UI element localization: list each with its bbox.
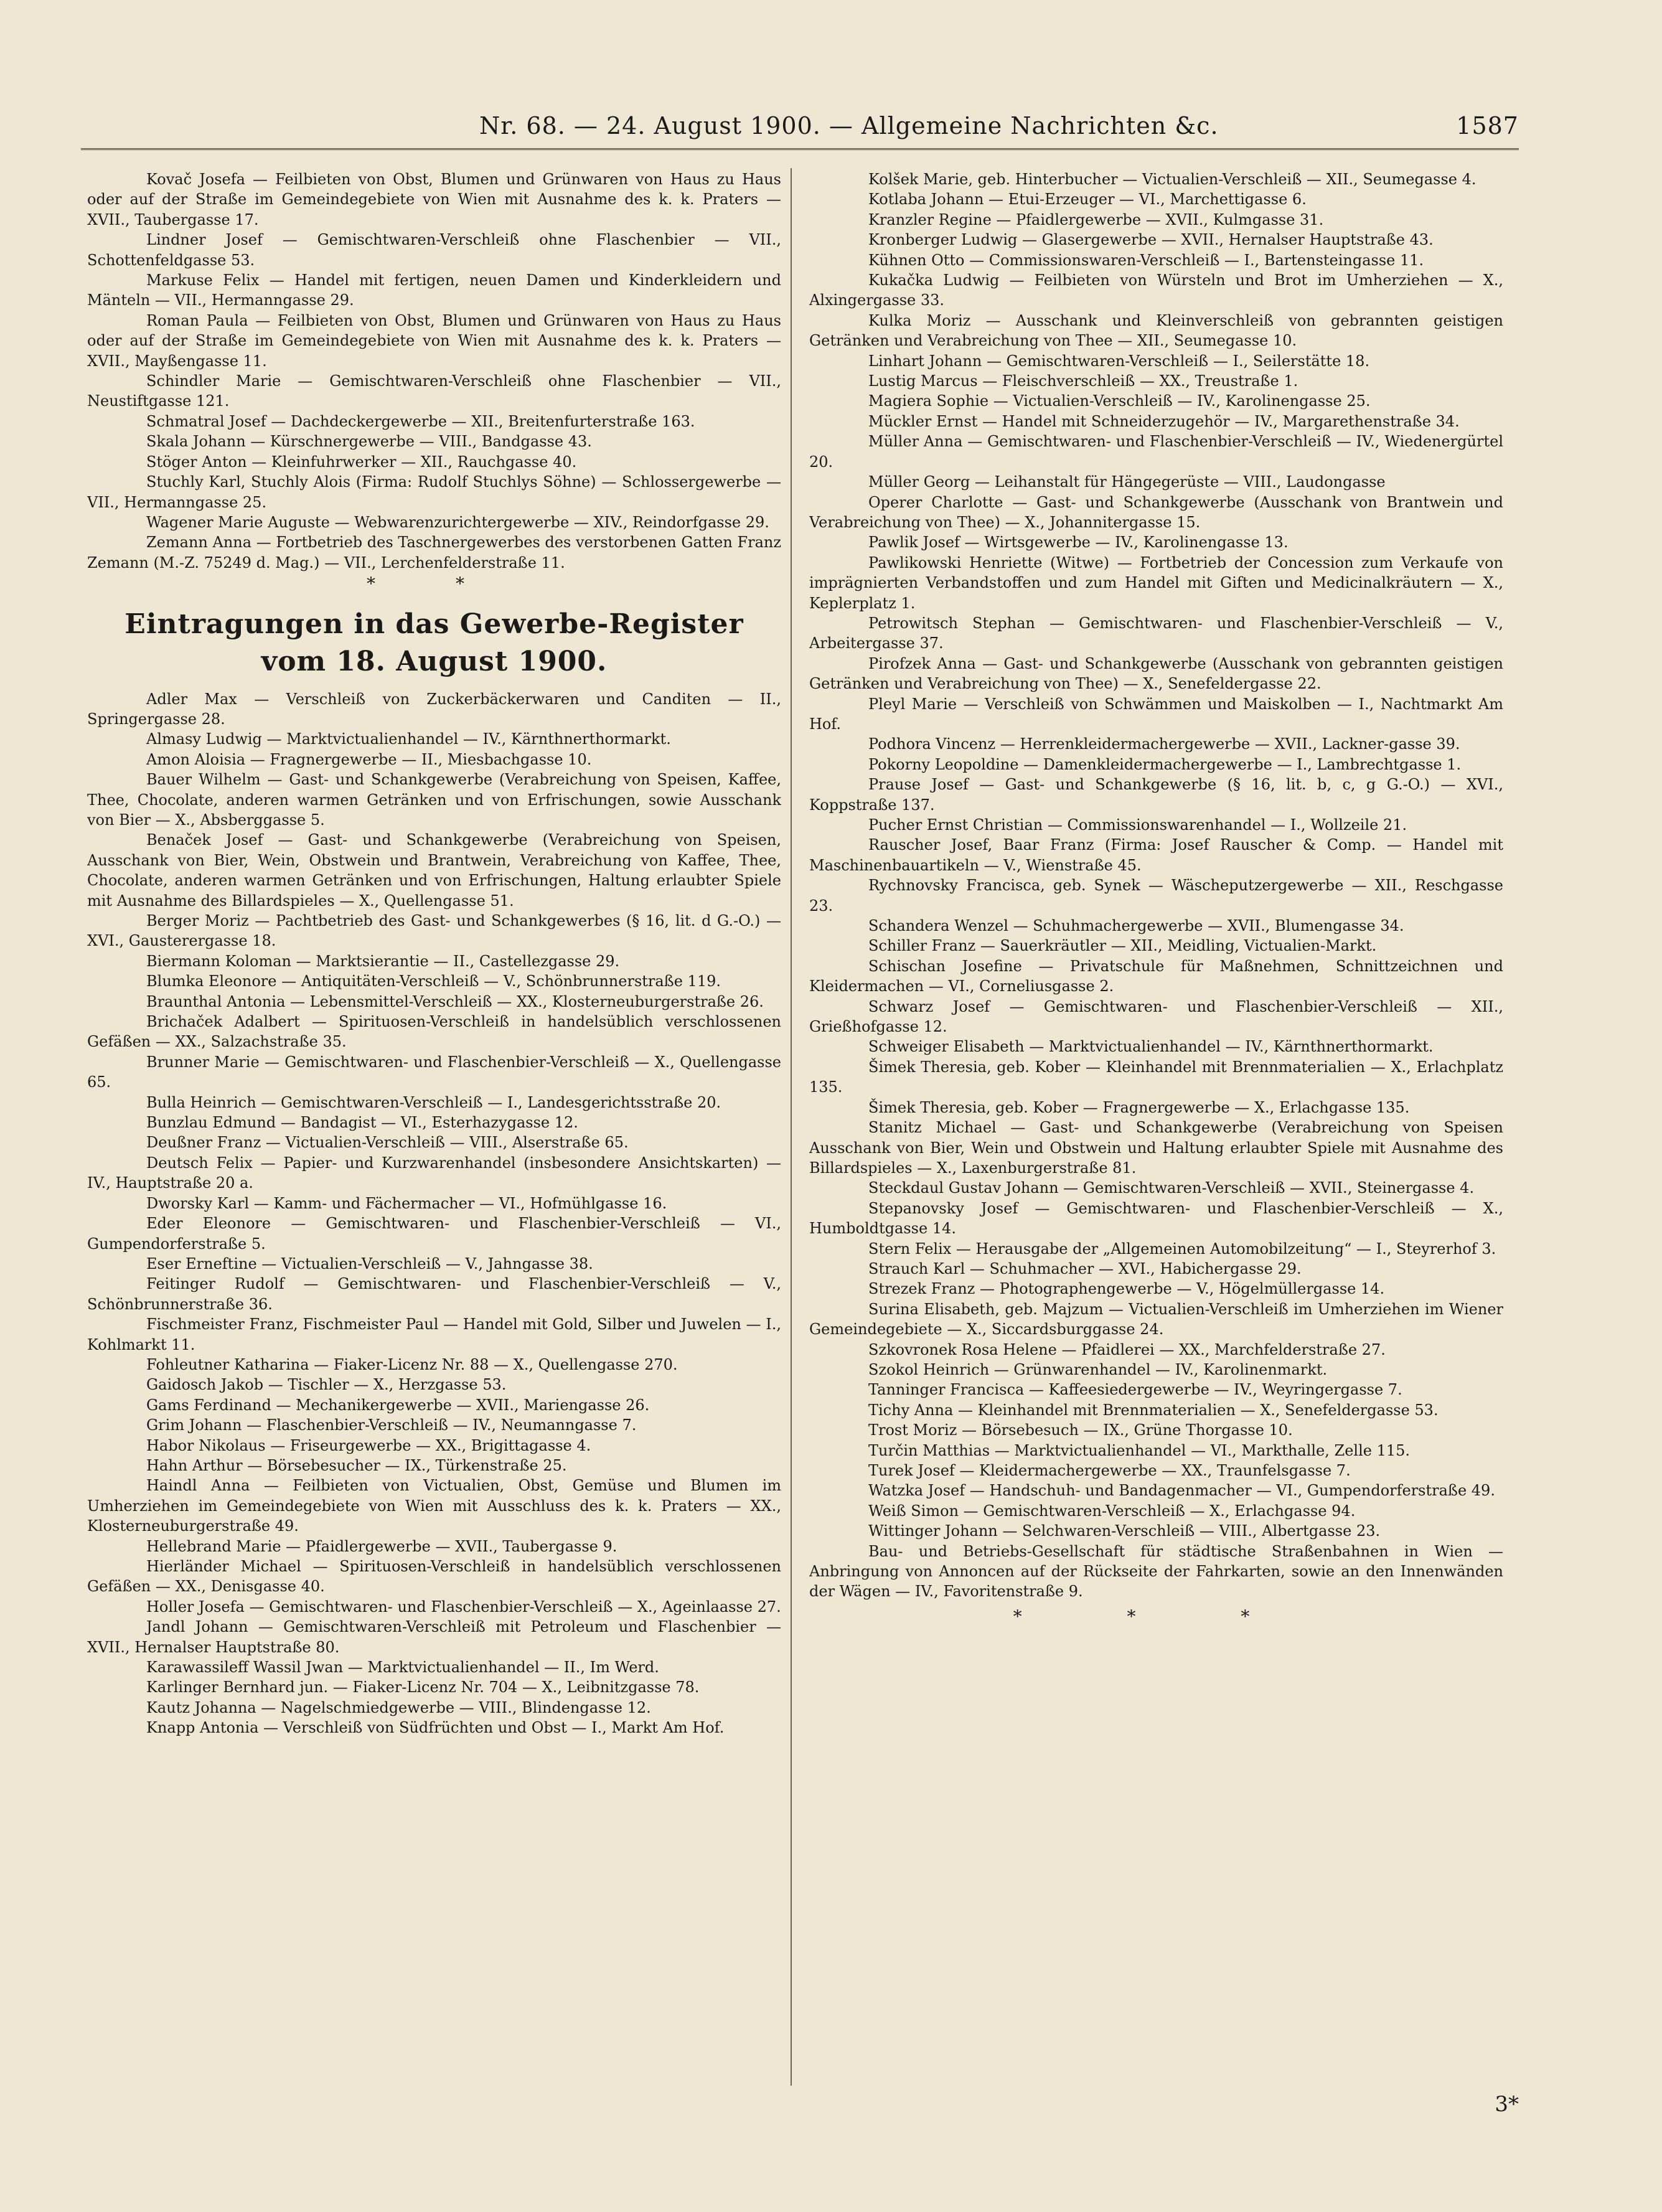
register-entry: Amon Aloisia — Fragnergewerbe — II., Miesbachgasse 10. [146,750,592,768]
register-entry: Weiß Simon — Gemischtwaren-Verschleiß — X., Erlachgasse 94. [868,1502,1356,1520]
register-entry: Karawassileff Wassil Jwan — Marktvictualienhandel — II., Im Werd. [146,1659,659,1677]
register-entry: Jandl Johann — Gemischtwaren-Verschleiß mit Petroleum und Flaschenbier — XVII., Hernalser Hauptstraße 80. [87,1618,781,1656]
register-entry: Gams Ferdinand — Mechanikergewerbe — XVII., Mariengasse 26. [146,1396,650,1414]
register-entry: Kulka Moriz — Ausschank und Kleinverschleiß von gebrannten geistigen Getränken und Verabreichung von Thee — XII., Seumegasse 10. [809,311,1503,350]
register-entry: Deutsch Felix — Papier- und Kurzwarenhandel (insbesondere Ansichtskarten) — IV., Hauptstraße 20 a. [87,1154,781,1192]
register-entry: Šimek Theresia, geb. Kober — Fragnergewerbe — X., Erlachgasse 135. [868,1098,1410,1116]
register-entry: Stuchly Karl, Stuchly Alois (Firma: Rudolf Stuchlys Söhne) — Schlossergewerbe — VII., Hermanngasse 25. [87,473,781,511]
register-entry: Almasy Ludwig — Marktvictualienhandel — IV., Kärnthnerthormarkt. [146,730,671,748]
register-entry: Brunner Marie — Gemischtwaren- und Flaschenbier-Verschleiß — X., Quellengasse 65. [87,1053,781,1091]
register-entry: Schmatral Josef — Dachdeckergewerbe — XII., Breitenfurterstraße 163. [146,412,695,430]
register-entry: Kovač Josefa — Feilbieten von Obst, Blumen und Grünwaren von Haus zu Haus oder auf der Straße im Gemeindegebiete von Wien mit Ausnahme des k. k. Praters — XVII., Taubergasse 17. [87,171,781,228]
register-entry: Eser Erneftine — Victualien-Verschleiß — V., Jahngasse 38. [146,1254,593,1273]
register-entry: Skala Johann — Kürschnergewerbe — VIII., Bandgasse 43. [146,433,592,451]
register-entry: Steckdaul Gustav Johann — Gemischtwaren-Verschleiß — XVII., Steinergasse 4. [868,1179,1475,1197]
register-entry: Kotlaba Johann — Etui-Erzeuger — VI., Marchettigasse 6. [868,191,1307,209]
register-entry: Hahn Arthur — Börsebesucher — IX., Türkenstraße 25. [146,1456,567,1474]
header-title: Nr. 68. — 24. August 1900. — Allgemeine Nachrichten &c. [479,112,1219,139]
column-divider [791,168,792,2086]
register-entry: Fischmeister Franz, Fischmeister Paul — Handel mit Gold, Silber und Juwelen — I., Kohlmarkt 11. [87,1315,781,1353]
register-entry: Linhart Johann — Gemischtwaren-Verschleiß — I., Seilerstätte 18. [868,352,1370,370]
register-entry: Kautz Johanna — Nagelschmiedgewerbe — VIII., Blindengasse 12. [146,1698,651,1716]
section-heading-line1: Eintragungen in das Gewerbe-Register [124,608,744,640]
register-entry: Hierländer Michael — Spirituosen-Verschleiß in handelsüblich verschlossenen Gefäßen — XX., Denisgasse 40. [87,1558,781,1596]
register-entry: Kolšek Marie, geb. Hinterbucher — Victualien-Verschleiß — XII., Seumegasse 4. [868,171,1477,188]
register-entry: Rychnovsky Francisca, geb. Synek — Wäscheputzergewerbe — XII., Reschgasse 23. [809,877,1503,915]
register-entry: Watzka Josef — Handschuh- und Bandagenmacher — VI., Gumpendorferstraße 49. [868,1482,1495,1500]
register-entry: Stöger Anton — Kleinfuhrwerker — XII., Rauchgasse 40. [146,453,577,471]
register-entry: Pawlikowski Henriette (Witwe) — Fortbetrieb der Concession zum Verkaufe von imprägnierten Verbandstoffen und zum Handel mit Giften und Medicinalkräutern — X., Keplerplatz 1. [809,553,1503,612]
register-entry: Pucher Ernst Christian — Commissionswarenhandel — I., Wollzeile 21. [868,816,1407,834]
register-entry: Kukačka Ludwig — Feilbieten von Würsteln und Brot im Umherziehen — X., Alxingergasse 33. [809,271,1503,309]
register-entry: Pawlik Josef — Wirtsgewerbe — IV., Karolinengasse 13. [868,534,1289,552]
section-heading-line2: vom 18. August 1900. [261,645,608,677]
register-entry: Operer Charlotte — Gast- und Schankgewerbe (Ausschank von Brantwein und Verabreichung von Thee) — X., Johannitergasse 15. [809,493,1503,531]
register-entry: Karlinger Bernhard jun. — Fiaker-Licenz Nr. 704 — X., Leibnitzgasse 78. [146,1678,700,1697]
register-entry: Schwarz Josef — Gemischtwaren- und Flaschenbier-Verschleiß — XII., Grießhofgasse 12. [809,997,1503,1036]
register-entry: Turčin Matthias — Marktvictualienhandel — VI., Markthalle, Zelle 115. [868,1441,1411,1459]
left-entries-top [87,169,781,573]
register-entry: Strauch Karl — Schuhmacher — XVI., Habichergasse 29. [868,1259,1302,1278]
left-entries-section [87,689,781,1738]
page-number: 1587 [1456,112,1519,139]
register-entry: Wittinger Johann — Selchwaren-Verschleiß — VIII., Albertgasse 23. [868,1522,1381,1540]
register-entry: Bauer Wilhelm — Gast- und Schankgewerbe (Verabreichung von Speisen, Kaffee, Thee, Chocolate, anderen warmen Getränken und von Erfrischungen, sowie Ausschank von Bier — X., Absberggasse 5. [87,771,781,829]
register-entry: Trost Moriz — Börsebesuch — IX., Grüne Thorgasse 10. [868,1421,1293,1439]
right-column [809,169,1503,2124]
register-entry: Blumka Eleonore — Antiquitäten-Verschleiß — V., Schönbrunnerstraße 119. [146,972,721,991]
register-entry: Stanitz Michael — Gast- und Schankgewerbe (Verabreichung von Speisen Ausschank von Bier, Wein und Obstwein und Haltung erlaubter Spiele mit Ausnahme des Billardspieles — X., Laxenburgerstraße 81. [809,1119,1503,1177]
register-entry: Feitinger Rudolf — Gemischtwaren- und Flaschenbier-Verschleiß — V., Schönbrunnerstraße 36. [87,1275,781,1313]
register-entry: Schindler Marie — Gemischtwaren-Verschleiß ohne Flaschenbier — VII., Neustiftgasse 121. [87,372,781,410]
register-entry: Brichaček Adalbert — Spirituosen-Verschleiß in handelsüblich verschlossenen Gefäßen — XX., Salzachstraße 35. [87,1013,781,1051]
left-column [87,169,781,2124]
register-entry: Schischan Josefine — Privatschule für Maßnehmen, Schnittzeichnen und Kleidermachen — VI., Corneliusgasse 2. [809,957,1503,995]
register-entry: Fohleutner Katharina — Fiaker-Licenz Nr. 88 — X., Quellengasse 270. [146,1355,678,1373]
register-entry: Lindner Josef — Gemischtwaren-Verschleiß ohne Flaschenbier — VII., Schottenfeldgasse 53. [87,231,781,269]
register-entry: Holler Josefa — Gemischtwaren- und Flaschenbier-Verschleiß — X., Ageinlaasse 27. [146,1598,781,1616]
register-entry: Stepanovsky Josef — Gemischtwaren- und Flaschenbier-Verschleiß — X., Humboldtgasse 14. [809,1199,1503,1238]
register-entry: Eder Eleonore — Gemischtwaren- und Flaschenbier-Verschleiß — VI., Gumpendorferstraße 5. [87,1215,781,1253]
register-entry: Gaidosch Jakob — Tischler — X., Herzgasse 53. [146,1376,507,1394]
register-entry: Dworsky Karl — Kamm- und Fächermacher — VI., Hofmühlgasse 16. [146,1194,667,1212]
register-entry: Schiller Franz — Sauerkräutler — XII., Meidling, Victualien-Markt. [868,937,1377,955]
header-rule [81,148,1519,150]
register-entry: Hellebrand Marie — Pfaidlergewerbe — XVII., Taubergasse 9. [146,1537,617,1555]
register-entry: Szokol Heinrich — Grünwarenhandel — IV., Karolinenmarkt. [868,1360,1328,1378]
register-entry: Petrowitsch Stephan — Gemischtwaren- und Flaschenbier-Verschleiß — V., Arbeitergasse 37. [809,614,1503,652]
register-entry: Habor Nikolaus — Friseurgewerbe — XX., Brigittagasse 4. [146,1436,591,1454]
register-entry: Berger Moriz — Pachtbetrieb des Gast- und Schankgewerbes (§ 16, lit. d G.-O.) — XVI., Gausterergasse 18. [87,912,781,950]
register-entry: Kranzler Regine — Pfaidlergewerbe — XVII., Kulmgasse 31. [868,210,1324,228]
register-entry: Pokorny Leopoldine — Damenkleidermachergewerbe — I., Lambrechtgasse 1. [868,755,1462,773]
register-entry: Podhora Vincenz — Herrenkleidermachergewerbe — XVII., Lackner-gasse 39. [868,735,1460,753]
register-entry: Strezek Franz — Photographengewerbe — V., Högelmüllergasse 14. [868,1280,1385,1298]
register-entry: Bulla Heinrich — Gemischtwaren-Verschleiß — I., Landesgerichtsstraße 20. [146,1093,721,1111]
register-entry: Markuse Felix — Handel mit fertigen, neuen Damen und Kinderkleidern und Mänteln — VII., Hermanngasse 29. [87,271,781,309]
right-entries [809,169,1503,1602]
register-entry: Mückler Ernst — Handel mit Schneiderzugehör — IV., Margarethenstraße 34. [868,412,1460,430]
register-entry: Bunzlau Edmund — Bandagist — VI., Esterhazygasse 12. [146,1114,578,1132]
register-entry: Schweiger Elisabeth — Marktvictualienhandel — IV., Kärnthnerthormarkt. [868,1038,1434,1056]
register-entry: Kronberger Ludwig — Glasergewerbe — XVII., Hernalser Hauptstraße 43. [868,231,1434,249]
register-entry: Adler Max — Verschleiß von Zuckerbäckerwaren und Canditen — II., Springergasse 28. [87,690,781,728]
register-entry: Rauscher Josef, Baar Franz (Firma: Josef Rauscher & Comp. — Handel mit Maschinenbauartikeln — V., Wienstraße 45. [809,836,1503,874]
register-entry: Zemann Anna — Fortbetrieb des Taschnergewerbes des verstorbenen Gatten Franz Zemann (M.-Z. 75249 d. Mag.) — VII., Lerchenfelderstraße 11. [87,534,781,572]
section-heading [87,606,781,680]
register-entry: Knapp Antonia — Verschleiß von Südfrüchten und Obst — I., Markt Am Hof. [146,1719,725,1737]
end-asterisms: * * * [1013,1606,1300,1627]
register-entry: Pirofzek Anna — Gast- und Schankgewerbe (Ausschank von gebrannten geistigen Getränken und Verabreichung von Thee) — X., Senefeldergasse 22. [809,654,1503,693]
register-entry: Grim Johann — Flaschenbier-Verschleiß — IV., Neumanngasse 7. [146,1416,637,1434]
register-entry: Haindl Anna — Feilbieten von Victualien, Obst, Gemüse und Blumen im Umherziehen im Gemeindegebiete von Wien mit Ausschluss des k. k. Praters — XX., Klosterneuburgerstraße 49. [87,1477,781,1535]
register-entry: Surina Elisabeth, geb. Majzum — Victualien-Verschleiß im Umherziehen im Wiener Gemeindegebiete — X., Siccardsburggasse 24. [809,1300,1503,1339]
register-entry: Roman Paula — Feilbieten von Obst, Blumen und Grünwaren von Haus zu Haus oder auf der Straße im Gemeindegebiete von Wien mit Ausnahme des k. k. Praters — XVII., Mayßengasse 11. [87,311,781,370]
register-entry: Bau- und Betriebs-Gesellschaft für städtische Straßenbahnen in Wien — Anbringung von Annoncen auf der Rückseite der Fahrkarten, sowie an den Innenwänden der Wägen — IV., Favoritenstraße 9. [809,1542,1503,1601]
register-entry: Wagener Marie Auguste — Webwarenzurichtergewerbe — XIV., Reindorfgasse 29. [146,513,769,531]
register-entry: Müller Anna — Gemischtwaren- und Flaschenbier-Verschleiß — IV., Wiedenergürtel 20. [809,433,1503,471]
separator-asterisms: * * [367,573,502,595]
register-entry: Deußner Franz — Victualien-Verschleiß — VIII., Alserstraße 65. [146,1134,629,1152]
register-entry: Turek Josef — Kleidermachergewerbe — XX., Traunfelsgasse 7. [868,1462,1351,1479]
register-entry: Tichy Anna — Kleinhandel mit Brennmaterialien — X., Senefeldergasse 53. [868,1401,1439,1419]
register-entry: Pleyl Marie — Verschleiß von Schwämmen und Maiskolben — I., Nachtmarkt Am Hof. [809,695,1503,733]
register-entry: Magiera Sophie — Victualien-Verschleiß — IV., Karolinengasse 25. [868,392,1371,410]
register-entry: Šimek Theresia, geb. Kober — Kleinhandel mit Brennmaterialien — X., Erlachplatz 135. [809,1058,1503,1096]
register-entry: Müller Georg — Leihanstalt für Hängegerüste — VIII., Laudongasse [868,473,1386,491]
register-entry: Kühnen Otto — Commissionswaren-Verschleiß — I., Bartensteingasse 11. [868,251,1424,269]
register-entry: Tanninger Francisca — Kaffeesiedergewerbe — IV., Weyringergasse 7. [868,1381,1402,1399]
register-entry: Szkovronek Rosa Helene — Pfaidlerei — XX., Marchfelderstraße 27. [868,1340,1386,1358]
register-entry: Lustig Marcus — Fleischverschleiß — XX., Treustraße 1. [868,372,1298,390]
signature-mark: 3* [1495,2092,1519,2117]
register-entry: Stern Felix — Herausgabe der „Allgemeinen Automobilzeitung“ — I., Steyrerhof 3. [868,1240,1496,1258]
register-entry: Prause Josef — Gast- und Schankgewerbe (§ 16, lit. b, c, g G.-O.) — XVI., Koppstraße 137. [809,776,1503,814]
register-entry: Benaček Josef — Gast- und Schankgewerbe (Verabreichung von Speisen, Ausschank von Bier, Wein, Obstwein und Brantwein, Verabreichung von Kaffee, Thee, Chocolate, anderen warmen Getränken und von Erfrischungen, Haltung erlaubter Spiele mit Ausnahme des Billardspieles — X., Quellengasse 51. [87,831,781,910]
register-entry: Braunthal Antonia — Lebensmittel-Verschleiß — XX., Klosterneuburgerstraße 26. [146,992,764,1010]
register-entry: Biermann Koloman — Marktsierantie — II., Castellezgasse 29. [146,952,620,970]
register-entry: Schandera Wenzel — Schuhmachergewerbe — XVII., Blumengasse 34. [868,917,1404,935]
